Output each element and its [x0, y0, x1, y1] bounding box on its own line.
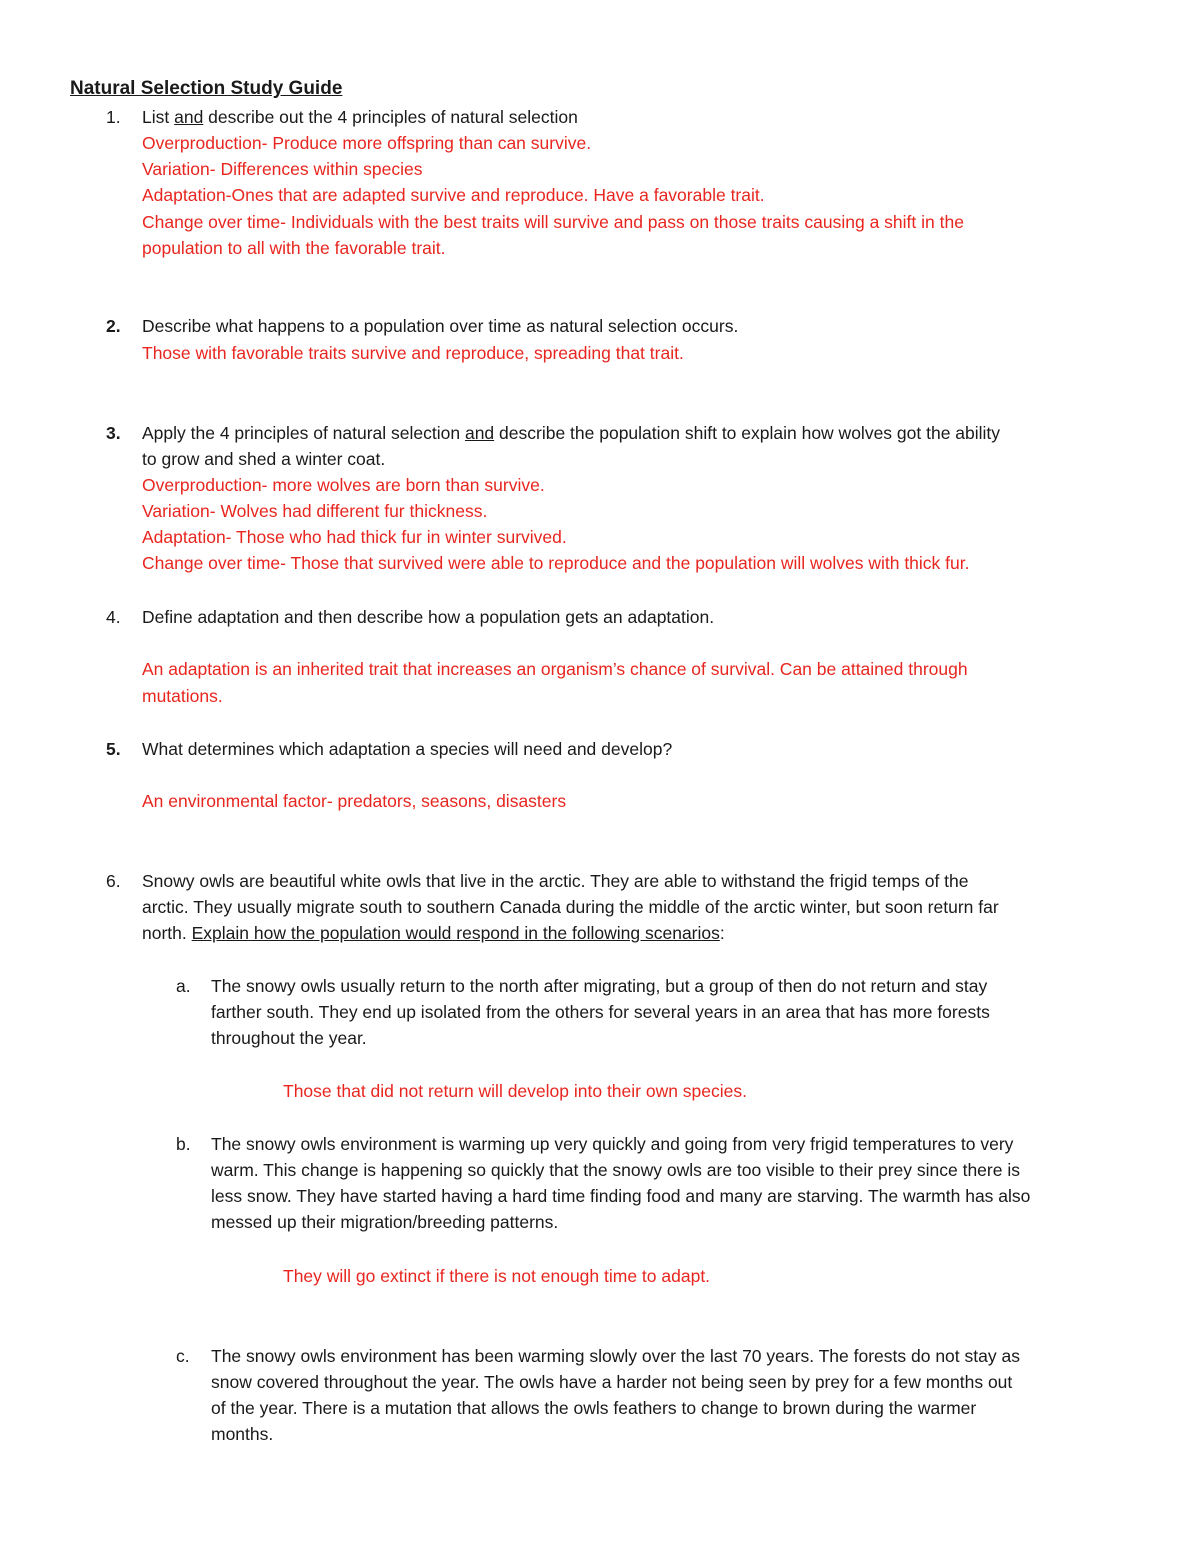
q3-question-line-2: to grow and shed a winter coat.: [142, 449, 386, 469]
q1-question: List and describe out the 4 principles of natural selection: [142, 107, 578, 127]
q6-line-3: north. Explain how the population would respond in the following scenarios:: [142, 923, 725, 943]
q4-answer-2: mutations.: [142, 686, 223, 706]
q1-answer-5: population to all with the favorable trait.: [142, 238, 446, 258]
q1-number: 1.: [106, 107, 121, 127]
q4-question: Define adaptation and then describe how a population gets an adaptation.: [142, 607, 715, 627]
q3-answer-2: Variation- Wolves had different fur thickness.: [142, 501, 488, 521]
q6-line-1: Snowy owls are beautiful white owls that live in the arctic. They are able to withstand the frigid temps of the: [142, 871, 969, 891]
q6b-answer: They will go extinct if there is not enough time to adapt.: [283, 1266, 711, 1286]
q3-number: 3.: [106, 423, 121, 443]
q1-answer-4: Change over time- Individuals with the best traits will survive and pass on those traits causing a shift in the: [142, 212, 964, 232]
q6-line-2: arctic. They usually migrate south to southern Canada during the middle of the arctic winter, but soon return far: [142, 897, 999, 917]
q6c-line-4: months.: [211, 1424, 274, 1444]
q3-answer-3: Adaptation- Those who had thick fur in winter survived.: [142, 527, 567, 547]
q1-answer-3: Adaptation-Ones that are adapted survive and reproduce. Have a favorable trait.: [142, 185, 765, 205]
q2-number: 2.: [106, 316, 121, 336]
q3-question: Apply the 4 principles of natural selection and describe the population shift to explain how wolves got the ability: [142, 423, 1001, 443]
q5-answer: An environmental factor- predators, seasons, disasters: [142, 791, 567, 811]
q1-answer-2: Variation- Differences within species: [142, 159, 423, 179]
q6b-line-3: less snow. They have started having a hard time finding food and many are starving. The warmth has also: [211, 1186, 1031, 1206]
q6a-line-1: The snowy owls usually return to the north after migrating, but a group of then do not return and stay: [211, 976, 988, 996]
q6c-line-1: The snowy owls environment has been warming slowly over the last 70 years. The forests do not stay as: [211, 1346, 1020, 1366]
q5-question: What determines which adaptation a species will need and develop?: [142, 739, 673, 759]
q6b-line-4: messed up their migration/breeding patterns.: [211, 1212, 559, 1232]
q4-number: 4.: [106, 607, 121, 627]
q6c-label: c.: [176, 1346, 190, 1366]
q4-answer-1: An adaptation is an inherited trait that increases an organism’s chance of survival. Can be attained through: [142, 659, 968, 679]
q6b-line-1: The snowy owls environment is warming up very quickly and going from very frigid temperatures to very: [211, 1134, 1014, 1154]
q6c-line-2: snow covered throughout the year. The owls have a harder not being seen by prey for a few months out: [211, 1372, 1013, 1392]
q6a-line-2: farther south. They end up isolated from the others for several years in an area that has more forests: [211, 1002, 990, 1022]
q6a-answer: Those that did not return will develop into their own species.: [283, 1081, 748, 1101]
q6-number: 6.: [106, 871, 121, 891]
q6a-line-3: throughout the year.: [211, 1028, 367, 1048]
q6a-label: a.: [176, 976, 191, 996]
q3-answer-1: Overproduction- more wolves are born than survive.: [142, 475, 545, 495]
q3-answer-4: Change over time- Those that survived were able to reproduce and the population will wolves with thick fur.: [142, 553, 970, 573]
q6b-label: b.: [176, 1134, 191, 1154]
page-title: Natural Selection Study Guide: [70, 78, 343, 99]
q6b-line-2: warm. This change is happening so quickly that the snowy owls are too visible to their prey since there is: [211, 1160, 1020, 1180]
q5-number: 5.: [106, 739, 121, 759]
q2-question: Describe what happens to a population over time as natural selection occurs.: [142, 316, 739, 336]
q6c-line-3: of the year. There is a mutation that allows the owls feathers to change to brown during the warmer: [211, 1398, 977, 1418]
q2-answer: Those with favorable traits survive and reproduce, spreading that trait.: [142, 343, 684, 363]
q1-answer-1: Overproduction- Produce more offspring than can survive.: [142, 133, 592, 153]
